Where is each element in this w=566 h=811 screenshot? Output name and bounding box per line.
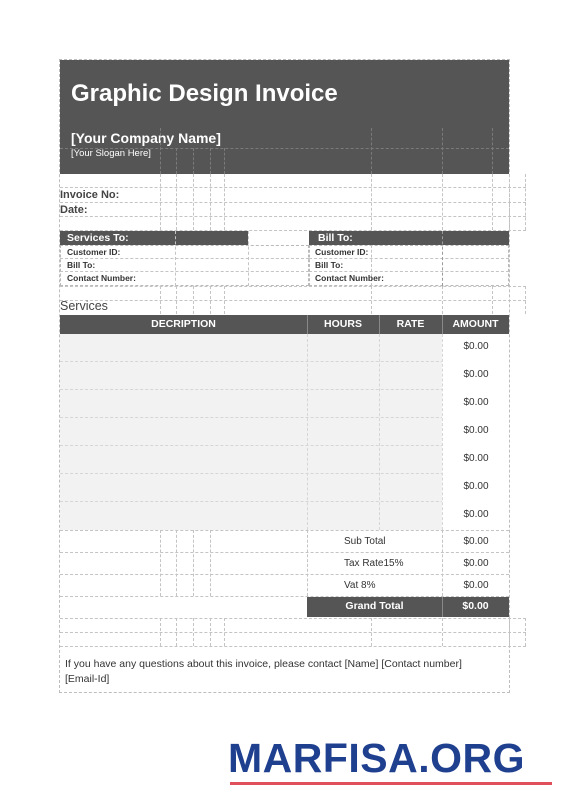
watermark-underline [230,782,552,785]
company-slogan: [Your Slogan Here] [71,148,151,159]
services-to-header [60,231,248,245]
vat-value: $0.00 [463,580,489,591]
amount-cell: $0.00 [463,453,489,464]
company-band [60,128,509,174]
col-hours: HOURS [324,318,362,330]
amount-cell: $0.00 [463,481,489,492]
grand-total-label: Grand Total [345,600,404,612]
footer-note-line1: If you have any questions about this invoice, please contact [Name] [Contact number] [65,658,462,670]
invoice-no-label: Invoice No: [60,189,120,201]
amount-cell: $0.00 [463,397,489,408]
amount-cell: $0.00 [463,369,489,380]
vat-label: Vat 8% [344,580,376,591]
services-rows [60,334,509,530]
footer-note [65,657,505,687]
bill-to-bill-to-label: Bill To: [315,260,344,270]
bill-to-header [309,231,509,245]
tax-label: Tax Rate15% [344,558,404,569]
sub-total-label: Sub Total [344,536,386,547]
amount-cell: $0.00 [463,509,489,520]
grand-total-value: $0.00 [462,600,489,612]
bill-to-customer-id-label: Customer ID: [315,247,369,257]
col-amount: AMOUNT [452,318,499,330]
services-to-contact-label: Contact Number: [67,273,136,283]
grand-total-row [307,597,509,617]
services-to-title: Services To: [67,232,129,244]
bill-to-title: Bill To: [318,232,353,244]
date-label: Date: [60,204,88,216]
watermark-text: MARFISA.ORG [228,735,526,781]
services-to-customer-id-label: Customer ID: [67,247,121,257]
services-table-header [60,315,509,334]
company-name: [Your Company Name] [71,130,221,146]
services-title: Services [60,299,108,313]
bill-to-contact-label: Contact Number: [315,273,384,283]
marfisa-watermark [228,736,558,788]
amount-cell: $0.00 [463,341,489,352]
footer-note-line2: [Email-Id] [65,673,110,685]
services-to-bill-to-label: Bill To: [67,260,96,270]
col-rate: RATE [396,318,425,330]
invoice-title: Graphic Design Invoice [71,80,338,107]
tax-value: $0.00 [463,558,489,569]
title-band [60,60,509,128]
sub-total-value: $0.00 [463,536,489,547]
col-description: DECRIPTION [151,318,216,330]
amount-cell: $0.00 [463,425,489,436]
